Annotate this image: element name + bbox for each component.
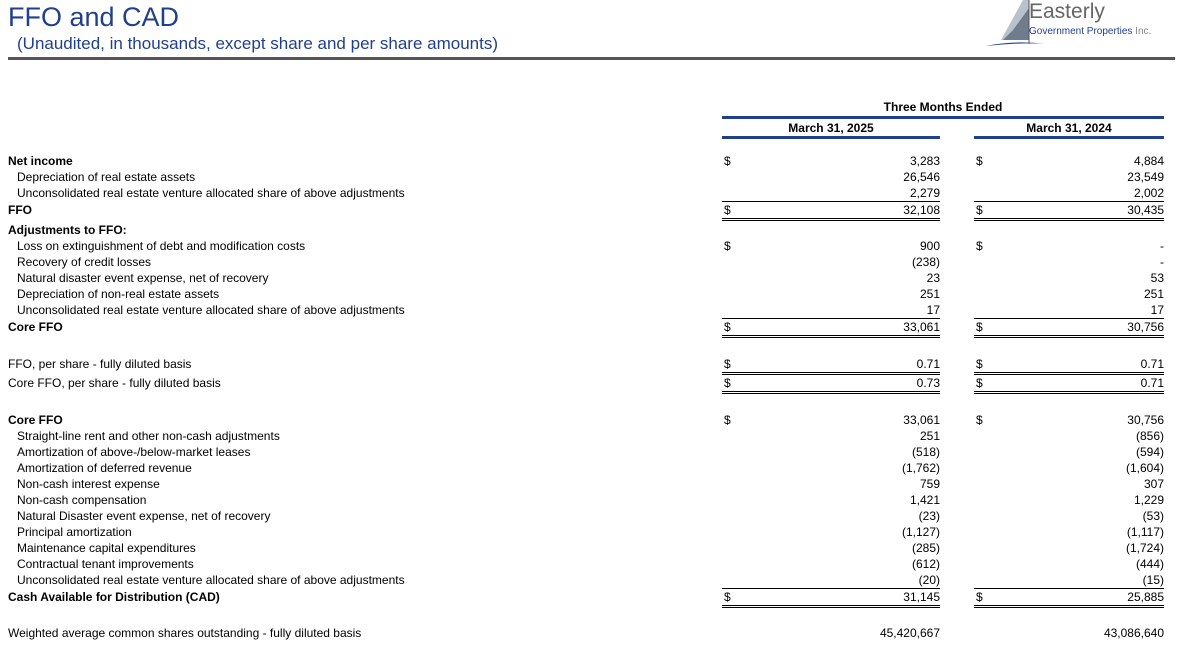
row-label: Depreciation of real estate assets xyxy=(17,170,196,184)
value-2025: (238) xyxy=(911,255,940,269)
row-label: Cash Available for Distribution (CAD) xyxy=(8,590,220,604)
currency-sign: $ xyxy=(724,320,731,334)
total-double-rule xyxy=(722,335,940,338)
value-2025: 31,145 xyxy=(903,590,940,604)
value-2025: (1,127) xyxy=(901,525,940,539)
value-2024: - xyxy=(1160,239,1164,253)
row-label: Amortization of above-/below-market leases xyxy=(17,445,251,459)
table-row xyxy=(0,412,1189,428)
total-double-rule xyxy=(722,605,940,608)
value-2024: - xyxy=(1160,255,1164,269)
table-row xyxy=(0,319,1189,335)
value-2024: 53 xyxy=(1150,271,1164,285)
total-double-rule xyxy=(974,605,1164,608)
value-2025: (285) xyxy=(911,541,940,555)
table-row xyxy=(0,444,1189,460)
value-2025: 45,420,667 xyxy=(879,626,940,640)
row-label: Core FFO xyxy=(8,320,63,334)
table-row xyxy=(0,202,1189,218)
table-row xyxy=(0,302,1189,318)
value-2024: (15) xyxy=(1142,573,1164,587)
currency-sign: $ xyxy=(976,320,983,334)
value-2024: 25,885 xyxy=(1127,590,1164,604)
row-label: Natural Disaster event expense, net of recovery xyxy=(17,509,271,523)
table-row xyxy=(0,286,1189,302)
value-2025: 900 xyxy=(919,239,940,253)
value-2024: 30,756 xyxy=(1127,413,1164,427)
value-2025: (612) xyxy=(911,557,940,571)
table-row xyxy=(0,356,1189,372)
value-2025: 1,421 xyxy=(909,493,940,507)
row-label: FFO xyxy=(8,203,32,217)
value-2025: 23 xyxy=(926,271,940,285)
currency-sign: $ xyxy=(724,357,731,371)
row-label: Non-cash interest expense xyxy=(17,477,160,491)
section-heading: Adjustments to FFO: xyxy=(8,223,127,237)
column-header-2025: March 31, 2025 xyxy=(788,121,874,135)
value-2025: 33,061 xyxy=(903,320,940,334)
logo-name: Easterly xyxy=(1029,0,1105,23)
value-2024: (1,604) xyxy=(1125,461,1164,475)
value-2024: (444) xyxy=(1135,557,1164,571)
value-2024: 17 xyxy=(1150,303,1164,317)
value-2025: (1,762) xyxy=(901,461,940,475)
row-label: Straight-line rent and other non-cash adjustments xyxy=(17,429,280,443)
currency-sign: $ xyxy=(976,239,983,253)
currency-sign: $ xyxy=(724,239,731,253)
currency-sign: $ xyxy=(976,413,983,427)
table-row xyxy=(0,524,1189,540)
value-2025: 0.73 xyxy=(916,376,940,390)
table-row xyxy=(0,185,1189,201)
value-2024: 251 xyxy=(1143,287,1164,301)
table-row xyxy=(0,476,1189,492)
total-double-rule xyxy=(974,391,1164,394)
row-label: Core FFO xyxy=(8,413,63,427)
row-label: Weighted average common shares outstanding - fully diluted basis xyxy=(8,626,362,640)
row-label: Net income xyxy=(8,154,73,168)
value-2024: 23,549 xyxy=(1127,170,1164,184)
value-2025: (23) xyxy=(918,509,940,523)
value-2025: 17 xyxy=(926,303,940,317)
value-2024: (594) xyxy=(1135,445,1164,459)
total-double-rule xyxy=(974,218,1164,221)
row-label: Depreciation of non-real estate assets xyxy=(17,287,220,301)
value-2024: 43,086,640 xyxy=(1103,626,1164,640)
value-2024: 1,229 xyxy=(1133,493,1164,507)
row-label: Maintenance capital expenditures xyxy=(17,541,196,555)
value-2024: (1,117) xyxy=(1126,525,1164,539)
table-row xyxy=(0,625,1189,641)
value-2025: 251 xyxy=(919,287,940,301)
value-2025: 759 xyxy=(919,477,940,491)
table-row xyxy=(0,556,1189,572)
table-row xyxy=(0,540,1189,556)
value-2024: 30,435 xyxy=(1127,203,1164,217)
table-row xyxy=(0,572,1189,588)
currency-sign: $ xyxy=(976,376,983,390)
row-label: FFO, per share - fully diluted basis xyxy=(8,357,192,371)
row-label: Contractual tenant improvements xyxy=(17,557,194,571)
table-row xyxy=(0,428,1189,444)
table-row xyxy=(0,508,1189,524)
value-2025: 0.71 xyxy=(916,357,940,371)
table-row xyxy=(0,238,1189,254)
table-row xyxy=(0,375,1189,391)
value-2025: (518) xyxy=(911,445,940,459)
row-label: Recovery of credit losses xyxy=(17,255,152,269)
currency-sign: $ xyxy=(976,203,983,217)
table-row xyxy=(0,153,1189,169)
row-label: Core FFO, per share - fully diluted basis xyxy=(8,376,221,390)
period-group-header: Three Months Ended xyxy=(883,100,1003,114)
total-double-rule xyxy=(974,335,1164,338)
column-header-2024: March 31, 2024 xyxy=(1026,121,1112,135)
value-2024: 307 xyxy=(1143,477,1164,491)
value-2025: 26,546 xyxy=(903,170,940,184)
value-2025: 33,061 xyxy=(903,413,940,427)
row-label: Non-cash compensation xyxy=(17,493,147,507)
row-label: Amortization of deferred revenue xyxy=(17,461,192,475)
logo-subtitle: Government Properties Inc. xyxy=(1029,26,1152,37)
table-row xyxy=(0,222,1189,238)
currency-sign: $ xyxy=(724,590,731,604)
row-label: Unconsolidated real estate venture allocated share of above adjustments xyxy=(17,186,405,200)
row-label: Principal amortization xyxy=(17,525,132,539)
currency-sign: $ xyxy=(724,154,731,168)
value-2024: 30,756 xyxy=(1127,320,1164,334)
value-2025: 251 xyxy=(919,429,940,443)
value-2024: 0.71 xyxy=(1140,357,1164,371)
value-2025: (20) xyxy=(918,573,940,587)
value-2024: (856) xyxy=(1135,429,1164,443)
table-row xyxy=(0,589,1189,605)
row-label: Unconsolidated real estate venture allocated share of above adjustments xyxy=(17,303,405,317)
value-2024: 2,002 xyxy=(1133,186,1164,200)
currency-sign: $ xyxy=(724,376,731,390)
value-2025: 2,279 xyxy=(909,186,940,200)
currency-sign: $ xyxy=(976,590,983,604)
value-2024: (53) xyxy=(1142,509,1164,523)
total-double-rule xyxy=(722,218,940,221)
currency-sign: $ xyxy=(724,203,731,217)
value-2024: (1,724) xyxy=(1125,541,1164,555)
total-double-rule xyxy=(722,391,940,394)
value-2025: 3,283 xyxy=(909,154,940,168)
row-label: Unconsolidated real estate venture allocated share of above adjustments xyxy=(17,573,405,587)
row-label: Natural disaster event expense, net of recovery xyxy=(17,271,269,285)
currency-sign: $ xyxy=(724,413,731,427)
table-row xyxy=(0,460,1189,476)
currency-sign: $ xyxy=(976,357,983,371)
page-title: FFO and CAD xyxy=(8,2,180,32)
table-row xyxy=(0,169,1189,185)
page-subtitle: (Unaudited, in thousands, except share and per share amounts) xyxy=(17,34,499,53)
table-row xyxy=(0,492,1189,508)
value-2024: 4,884 xyxy=(1133,154,1164,168)
value-2025: 32,108 xyxy=(903,203,940,217)
value-2024: 0.71 xyxy=(1140,376,1164,390)
table-row xyxy=(0,270,1189,286)
currency-sign: $ xyxy=(976,154,983,168)
table-row xyxy=(0,254,1189,270)
row-label: Loss on extinguishment of debt and modification costs xyxy=(17,239,306,253)
